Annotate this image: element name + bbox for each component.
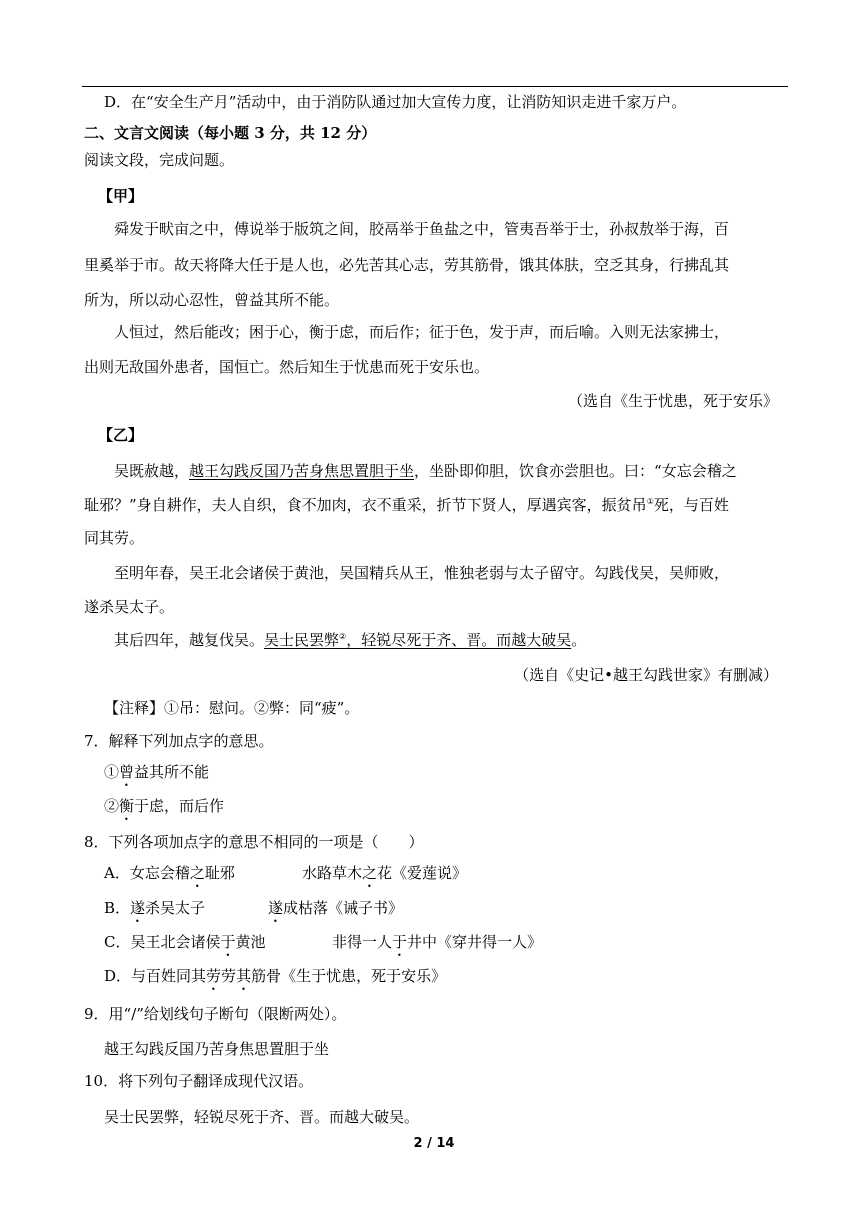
section-title: 二、文言文阅读（每小题 3 分，共 12 分） <box>84 124 377 142</box>
question-8-option-c-compare: 非得一人于井中《穿井得一人》 <box>332 933 543 951</box>
footnote-marker: ① <box>646 497 654 506</box>
question-10: 10．将下列句子翻译成现代汉语。 <box>84 1072 314 1090</box>
passage-jia-line: 舜发于畎亩之中，傅说举于版筑之间，胶鬲举于鱼盐之中，管夷吾举于士，孙叔敖举于海，百 <box>114 220 730 238</box>
notes-text: 【注释】①吊：慰问。②弊：同“疲”。 <box>104 699 360 717</box>
instruction-text: 阅读文段，完成问题。 <box>84 151 235 169</box>
footnote-marker: ② <box>339 632 347 641</box>
passage-yi-line: 同其劳。 <box>84 529 145 547</box>
passage-yi-source: （选自《史记•越王勾践世家》有删减） <box>514 666 778 684</box>
passage-yi-label: 【乙】 <box>98 426 144 444</box>
question-8-option-a: A．女忘会稽之耻邪 <box>104 864 235 882</box>
passage-yi-line: 吴既赦越，越王勾践反国乃苦身焦思置胆于坐，坐卧即仰胆，饮食亦尝胆也。曰：“女忘会稽之 <box>114 462 737 480</box>
passage-yi-line: 遂杀吴太子。 <box>84 598 175 616</box>
question-7-item: ①曾益其所不能 <box>104 763 210 781</box>
passage-jia-line: 人恒过，然后能改；困于心，衡于虑，而后作；征于色，发于声，而后喻。入则无法家拂士， <box>114 323 730 341</box>
passage-jia-line: 里奚举于市。故天将降大任于是人也，必先苦其心志，劳其筋骨，饿其体肤，空乏其身，行拂乱其 <box>84 256 730 274</box>
question-7-item: ②衡于虑，而后作 <box>104 797 225 815</box>
underlined-sentence: 越王勾践反国乃苦身焦思置胆于坐 <box>189 462 415 480</box>
passage-yi-line: 至明年春，吴王北会诸侯于黄池，吴国精兵从王，惟独老弱与太子留守。勾践伐吴，吴师败， <box>114 564 730 582</box>
passage-jia-source: （选自《生于忧患，死于安乐》 <box>567 392 778 410</box>
question-8-option-c: C．吴王北会诸侯于黄池 <box>104 933 266 951</box>
question-7: 7．解释下列加点字的意思。 <box>84 732 274 750</box>
question-10-sentence: 吴士民罢弊，轻锐尽死于齐、晋。而越大破吴。 <box>104 1108 420 1126</box>
question-9-sentence: 越王勾践反国乃苦身焦思置胆于坐 <box>104 1040 330 1058</box>
page-number: 2 / 14 <box>413 1136 455 1151</box>
option-d-text: D．在“安全生产月”活动中，由于消防队通过加大宣传力度，让消防知识走进千家万户。 <box>104 93 687 111</box>
question-8-option-d: D．与百姓同其劳劳其筋骨《生于忧患，死于安乐》 <box>104 967 447 985</box>
question-9: 9．用“/”给划线句子断句（限断两处）。 <box>84 1005 347 1023</box>
question-8-option-a-compare: 水路草木之花《爱莲说》 <box>302 864 468 882</box>
question-8-option-b-compare: 遂成枯落《诫子书》 <box>268 899 404 917</box>
passage-jia-line: 所为，所以动心忍性，曾益其所不能。 <box>84 291 340 309</box>
passage-jia-line: 出则无敌国外患者，国恒亡。然后知生于忧患而死于安乐也。 <box>84 358 490 376</box>
passage-jia-label: 【甲】 <box>98 187 144 205</box>
underlined-sentence: 吴士民罢弊②，轻锐尽死于齐、晋。而越大破吴 <box>264 631 572 649</box>
question-8-option-b: B．遂杀吴太子 <box>104 899 206 917</box>
header-rule <box>82 86 788 87</box>
question-8: 8．下列各项加点字的意思不相同的一项是（ ） <box>84 833 424 851</box>
passage-yi-line: 其后四年，越复伐吴。吴士民罢弊②，轻锐尽死于齐、晋。而越大破吴。 <box>114 631 587 649</box>
passage-yi-line: 耻邪？”身自耕作，夫人自织，食不加肉，衣不重采，折节下贤人，厚遇宾客，振贫吊①死，与百姓 <box>84 496 729 514</box>
